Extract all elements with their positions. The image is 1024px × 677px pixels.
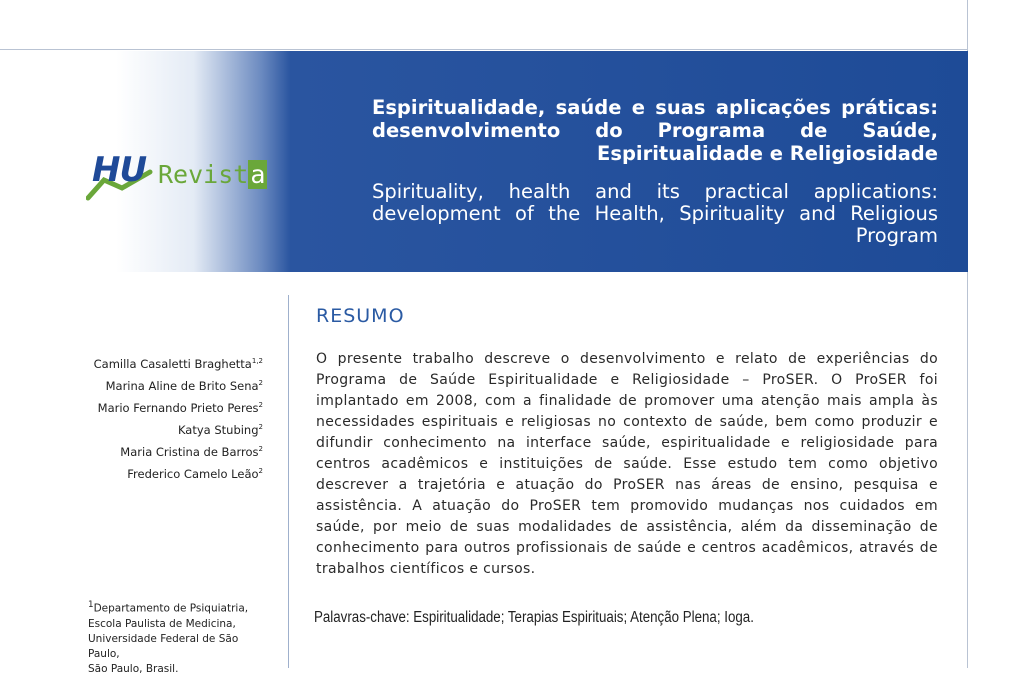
journal-logo [86, 150, 296, 202]
title-english: Spirituality, health and its practical applications: development of the Health, Spirituality and Religious Program [372, 180, 938, 247]
author-item: Marina Aline de Brito Sena$^2$ [105, 378, 263, 393]
abstract-body: O presente trabalho descreve o desenvolvimento e relato de experiências do Programa de Saúde Espiritualidade e Religiosidade – ProSER. O ProSER foi implantado em 2008, com a finalidade de promover uma atenção mais ampla às necessidades espirituais e religiosas no contexto de saúde, bem como produzir e difundir conhecimento na interface saúde, espiritualidade e religiosidade para centros acadêmicos e instituições de saúde. Esse estudo tem como objetivo descrever a trajetória e atuação do ProSER nas áreas de ensino, pesquisa e assistência. A atuação do ProSER tem promovido mudanças nos cuidados em saúde, por meio de suas modalidades de assistência, além da disseminação de conhecimento para outros profissionais de saúde e centros acadêmicos, através de trabalhos científicos e cursos. [316, 351, 938, 577]
author-item: Mario Fernando Prieto Peres$^2$ [97, 400, 263, 415]
author-item: Maria Cristina de Barros$^2$ [120, 444, 263, 459]
affiliation-note: $^1$Departamento de Psiquiatria, Escola Paulista de Medicina, Universidade Federal de São Paulo, São Paulo, Brasil. [88, 600, 249, 675]
author-item: Camilla Casaletti Braghetta$^{1,2}$ [93, 356, 263, 371]
abstract-heading: RESUMO [316, 305, 405, 327]
logo-a-box: a [250, 160, 266, 189]
title-portuguese: Espiritualidade, saúde e suas aplicações práticas: desenvolvimento do Programa de Saúde, Espiritualidade e Religiosidade [372, 96, 938, 165]
keywords-line: Palavras-chave: Espiritualidade; Terapias Espirituais; Atenção Plena; Ioga. [314, 609, 754, 626]
author-item: Frederico Camelo Leão$^2$ [127, 466, 263, 481]
top-divider [0, 49, 968, 50]
author-item: Katya Stubing$^2$ [177, 422, 263, 437]
logo-revista-text: Revista [158, 160, 266, 189]
logo-hu-text: HU [92, 150, 147, 190]
column-divider [288, 295, 289, 668]
author-list [40, 352, 263, 484]
